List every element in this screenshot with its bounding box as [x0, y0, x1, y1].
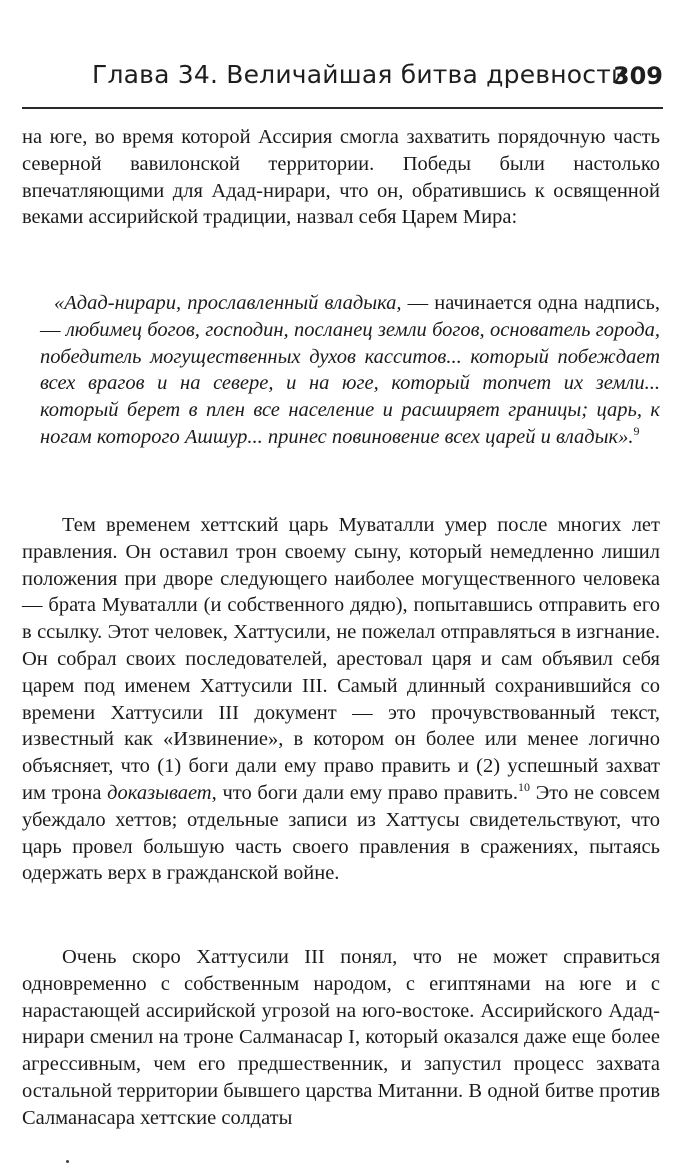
paragraph-2-part-1: Тем временем хеттский царь Муваталли умер после многих лет правления. Он оставил трон своему сыну, который немедленно лишил положения при дворе следующего наиболее могущественного человека — брата Муваталли (и собственного дядю), попытавшись отправить его в ссылку. Этот человек, Хаттусили, не пожелал отправляться в изгнание. Он собрал своих последователей, арестовал царя и сам объявил себя царем под именем Хаттусили III. Самый длинный сохранившийся со времени Хаттусили III документ — это прочувствованный текст, известный как «Извинение», в котором он более или менее логично объясняет, что (1) боги дали ему право править и (2) успешный захват им трона: [22, 514, 660, 804]
paragraph-2-part-3: Это не совсем убеждало хеттов; отдельные записи из Хаттусы свидетельствуют, что царь провел большую часть своего правления в сражениях, пытаясь одержать верх в гражданской войне.: [22, 781, 660, 885]
quote-attribution: — начинается одна надпись, —: [40, 292, 661, 341]
chapter-title: Глава 34. Величайшая битва древности: [92, 60, 628, 89]
block-quote: [40, 290, 660, 451]
running-header: [22, 58, 663, 98]
paragraph-3: Очень скоро Хаттусили III понял, что не может справиться одновременно с собственным народом, с египтянами на юге и с нарастающей ассирийской угрозой на юго-востоке. Ассирийского Адад-нирари сменил на троне Салманасар I, который оказался даже еще более агрессивным, чем его предшественник, и запустил процесс захвата остальной территории бывшего царства Митанни. В одной битве против Салманасара хеттские солдаты: [22, 946, 660, 1129]
header-rule: [22, 107, 663, 109]
paragraph-2-emphasis: доказывает: [107, 781, 212, 804]
footnote-marker-10: 10: [518, 780, 531, 795]
footnote-marker-9: 9: [633, 424, 640, 439]
scan-speck: [66, 1160, 69, 1163]
page-number: 309: [612, 62, 663, 90]
paragraph-2: [22, 512, 660, 887]
quote-open: «Адад-нирари, прославленный владыка,: [54, 292, 402, 314]
paragraph-2-part-2: , что боги дали ему право править.: [211, 781, 519, 804]
quote-rest: любимец богов, господин, посланец земли богов, основатель города, победитель могущественных духов касситов... который побеждает всех врагов и на севере, и на юге, который топчет их земли... который берет в плен все население и расширяет границы; царь, к ногам которого Ашшур... принес повиновение всех царей и владык».: [40, 318, 660, 448]
paragraph-1: на юге, во время которой Ассирия смогла захватить порядочную часть северной вавилонской территории. Победы были настолько впечатляющими для Адад-нирари, что он, обратившись к освященной веками ассирийской традиции, назвал себя Царем Мира:: [22, 126, 660, 229]
